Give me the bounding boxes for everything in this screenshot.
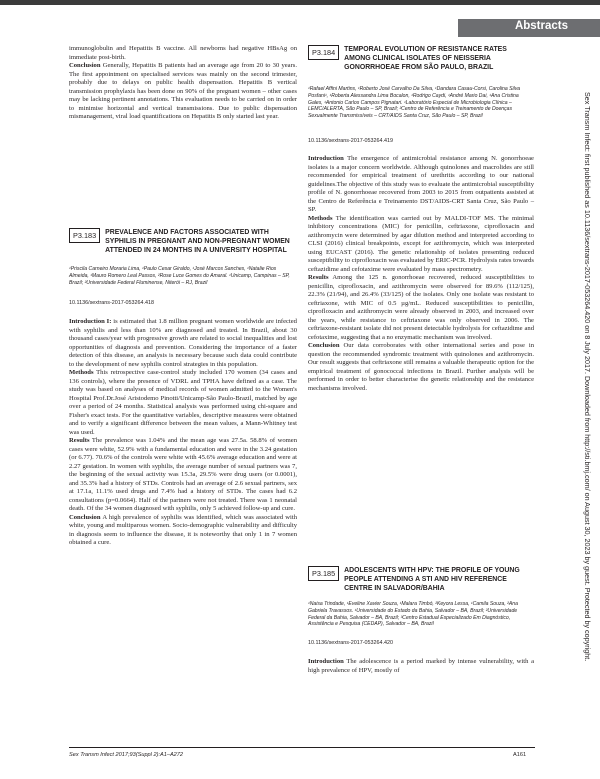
results-label: Results <box>69 437 90 444</box>
abstract-184-methods <box>308 215 534 275</box>
side-note-text: Sex Transm Infect: first published as 10.1136/sextrans-2017-053264.420 on 8 July 2017. Downloaded from http://sti.bmj.com/ on August 30, 2023 by guest. Protected by copyright. <box>583 92 592 662</box>
intro-label: Introduction <box>308 658 344 665</box>
abstract-185-authors: ¹Naisa Trindade, ¹Eveline Xavier Souza, ¹Malara Timbó, ²Keyora Lessa, ¹Camila Souza, ²Ana Gabriela Travassos. ¹Universidade do Estado da Bahia, Salvador – BA, Brazil; ²Universidade Federal da Bahia, Salvador – BA, Brazil; ³Centro Estadual Especializado Em Diagnóstico, Assistência e Pesquisa (CEDAP), Salvador – BA, Brazil <box>308 601 518 628</box>
left-column-continuation <box>69 45 297 122</box>
abstract-184-doi: 10.1136/sextrans-2017-053264.419 <box>308 138 394 144</box>
section-banner <box>458 19 600 37</box>
abstract-184-results <box>308 274 534 342</box>
results-text: The prevalence was 1.04% and the mean age was 27.5a. 58.8% of women cases were white, 52.9% with a fundamental education and were in the 3.24 gestation (or 6.77). 70.6% of the controls were white with 45.6% average education and were at 2.27 gestation. In women with syphilis, the average number of sexual partners was 7, the beginning of the sexual activity was 15.3a, 29.5% were drug users (or 0.0001), and 35.3% had a history of STDs. Controls had an average of 2.6 sexual partners, sex at 17.1a, 11.1% used drugs and 7.4% had a history of STDs. The cases had 6.2 consultations (p=0.0664). Half of the partners were not treated. There was 1 neonatal death. Of the 34 women diagnosed with syphilis, only 5 achieved follow-up and cure. <box>69 437 297 512</box>
abstract-184-body <box>308 155 534 393</box>
abstract-184-id: P3.184 <box>308 45 339 60</box>
abstract-185-title: ADOLESCENTS WITH HPV: THE PROFILE OF YOUNG PEOPLE ATTENDING A STI AND HIV REFERENCE CENTRE IN SALVADOR/BAHIA <box>344 567 520 593</box>
continued-conclusion <box>69 62 297 122</box>
intro-text: The adolescence is a period marked by intense vulnerability, with a high prevalence of HPV, mostly of <box>308 658 535 674</box>
abstract-183-doi: 10.1136/sextrans-2017-053264.418 <box>69 300 155 306</box>
results-label: Results <box>308 274 329 281</box>
abstract-183-id: P3.183 <box>69 228 100 243</box>
abstract-185-id: P3.185 <box>308 566 339 581</box>
methods-text: This retrospective case-control study included 170 women (34 cases and 136 controls), where the presence of VDRL and TPHA have defined as a case. The study was based on analyses of medical records of women admitted to the Women's Hospital Prof.Dr.José Aristodemo Pinotti/Unicamp-São Paulo-Brazil, matched by age over a period of 24 months. Statistical analysis was performed using chi-square and Fisher's exact tests. For the quantitative variables, descriptive measures were obtained and to verify a significant difference between the mean values, a Mann-Whitney test was used. <box>69 369 297 436</box>
abstract-184-intro <box>308 155 534 215</box>
footer-rule <box>69 747 535 748</box>
abstract-185-body <box>308 658 534 675</box>
abstract-183-header <box>69 228 297 256</box>
abstract-183-conclusion <box>69 514 297 548</box>
continued-intro: immunoglobulin and Hepatitis B vaccine. All newborns had negative HBsAg on immediate post-birth. <box>69 45 297 61</box>
copyright-side-note <box>583 92 592 692</box>
abstract-183-methods <box>69 369 297 437</box>
abstract-184-conclusion <box>308 342 534 393</box>
footer-citation: Sex Transm Infect 2017;93(Suppl 2):A1–A272 <box>69 752 184 758</box>
conclusion-label: Conclusion <box>69 62 101 69</box>
intro-text: The emergence of antimicrobial resistance among N. gonorrhoeae isolates is a major concern worldwide. Although quinolones and macrolides are still recommended for empirical treatment of urethritis according to our national guidelines.The objective of this study was to evaluate the antimicrobial susceptibility profile of N. gonorrhoeae recovered from 2003 to 2015 from outpatients assisted at the Centro de Referência e Treinamento DST/AIDS-CRT Santa Cruz, São Paulo – SP. <box>308 155 534 213</box>
conclusion-text: Our data corroborates with other international series and pose in question the recommended syndromic treatment with quinolones and azithromycin. Our result suggests that ceftriaxone still remains a valuable therapeutic option for the empirical treatment of gonococcal infections in Brazil. Further analysis will be performed in order to better characterise the genetic relationship and the resistance mechanisms involved. <box>308 342 534 392</box>
methods-label: Methods <box>308 214 333 222</box>
abstract-185-intro <box>308 658 534 675</box>
conclusion-label: Conclusion <box>69 513 101 521</box>
abstract-183-body <box>69 318 297 548</box>
intro-text: is estimated that 1.8 million pregnant women worldwide are infected with syphilis and less than 10% are diagnosed and treated. In Brazil, about 30 thousand cases/year with progressive growth are related to social inequalities and lost opportunities of diagnosis and prevention. Considering the importance of a faster detection of this disease, an analysis is necessary because such data could contribute to the development of new syphilis control strategies in this population. <box>69 318 297 368</box>
intro-label: Introduction I: <box>69 318 112 325</box>
top-bar <box>0 0 600 5</box>
abstract-183-title: PREVALENCE AND FACTORS ASSOCIATED WITH SYPHILIS IN PREGNANT AND NON-PREGNANT WOMEN ATTENDED IN 24 MONTHS IN A UNIVERSITY HOSPITAL <box>105 229 290 255</box>
conclusion-text: A high prevalence of syphilis was identified, which was associated with white, young and multiparous women. Socio-demographic vulnerability and difficulty in diagnosis seem to influence the disease, it is noteworthy that only 1 in 7 women obtained a cure. <box>69 513 297 546</box>
conclusion-text: Generally, Hepatitis B patients had an average age from 20 to 30 years. The first appointment on specialised services was mainly on the second trimester, probably due to delays on public health dispensation. Hepatitis B vertical transmission prophylaxis has been done on 90% of the pregnant women – other cases may be lacking pertinent annotations. This evaluation needs to be carried on in order to minimise horizontal and vertical transmissions. Due to public dispensation mismanagement, viral load quantifications on Hepatitis B only started last year. <box>69 62 298 120</box>
abstract-184-authors: ¹Rafael Affini Martins, ¹Roberto José Carvalho Da Silva, ¹Dandara Casau-Corsi, Carolina Silva Posfani¹, ¹Roberta Alessandra Lima Bocalon, ¹Rodrigo Caydi, ¹André Mario Dai, ¹Ana Cristina Gales, ¹Antonio Carlos Campos Pignatari. ¹Laboratório Especial de Microbiologia Clínica – LEMC/ALERTA, São Paulo – SP, Brazil; ²Centro de Referência e Treinamento de Doenças Sexualmente Transmissíveis – CRT/AIDS Santa Cruz, São Paulo – SP, Brazil <box>308 86 521 120</box>
abstract-184-header <box>308 45 534 73</box>
methods-text: The identification was carried out by MALDI-TOF MS. The minimal inhibitory concentrations (MIC) for penicillin, ceftriaxone, ciprofloxacin and azithromycin were determined by agar dilution method and interpreted according to CLSI (2016) clinical breakpoints, except for azithromycin, which was interpreted using EUCAST (2016). The genetic relationship of isolates presenting reduced susceptibility to ciprofloxacin was evaluated by ERIC-PCR. Hydrolysis rates towards ceftazidime and cefotaxime were evaluated by mass spectrometry. <box>308 214 535 273</box>
footer-page-number: A161 <box>513 752 527 758</box>
conclusion-label: Conclusion <box>308 342 340 349</box>
abstract-183-results <box>69 437 297 514</box>
abstract-183-intro <box>69 318 297 369</box>
abstract-184-title: TEMPORAL EVOLUTION OF RESISTANCE RATES AMONG CLINICAL ISOLATES OF NEISSERIA GONORRHOEAE FROM SÃO PAULO, BRAZIL <box>344 46 507 72</box>
section-banner-label: Abstracts <box>514 20 568 32</box>
methods-label: Methods <box>69 369 94 376</box>
abstract-185-header <box>308 566 534 594</box>
results-text: Among the 125 n. gonorrhoeae recovered, reduced susceptibilities to penicillin, ciprofloxacin, and azithromycin were observed for 89.6% (112/125), 22.3% (21/94), and 26.4% (33/125) of the isolates. Only one isolate was resistant to ceftriaxone, with MIC of 0.5 µg/mL. Reduced susceptibilities to penicillin, ciprofloxacin and azithromycin were already observed in 2003, and increased over the years, while resistance to ceftriaxone was only observed in 2006. The ceftriaxone-resistant isolate did not present detectable hydrolysis for ceftazidime and cefotaxime, suggesting that a no enzymatic mechanism was involved. <box>308 274 534 341</box>
abstract-185-doi: 10.1136/sextrans-2017-053264.420 <box>308 640 394 646</box>
abstract-183-authors: ¹Priscila Carneiro Moraria Lima, ¹Paulo Cesar Giraldo, ¹José Marcos Sanches, ¹Natalie Rios Almeida, ¹Mauro Romero Leal Passos, ²Rose Luce Gomes do Amaral. ¹Unicamp, Campinas – SP, Brazil; ²Universidade Federal Fluminense, Niterói – RJ, Brazil <box>69 266 290 286</box>
intro-label: Introduction <box>308 155 344 162</box>
